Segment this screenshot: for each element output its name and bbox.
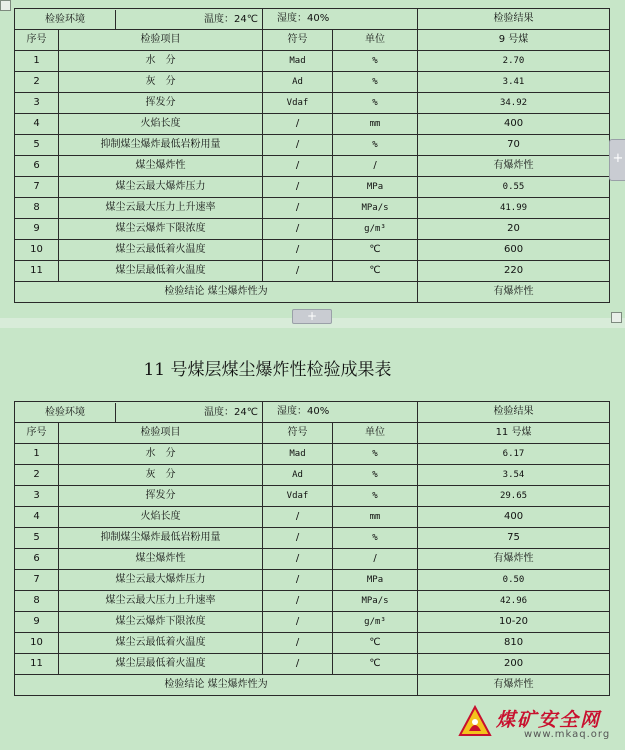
row-value: 810 — [418, 633, 610, 654]
table-row — [15, 72, 610, 93]
row-symbol: Vdaf — [263, 93, 333, 114]
expand-side-button[interactable]: + — [609, 139, 625, 181]
table-row — [15, 240, 610, 261]
row-value: 10-20 — [418, 612, 610, 633]
row-symbol: / — [263, 507, 333, 528]
table-row — [15, 444, 610, 465]
row-unit: % — [333, 444, 418, 465]
row-no: 5 — [15, 528, 59, 549]
row-value: 220 — [418, 261, 610, 282]
conclusion-value: 有爆炸性 — [418, 675, 610, 696]
row-value: 0.50 — [418, 570, 610, 591]
table-row — [15, 507, 610, 528]
row-value: 200 — [418, 654, 610, 675]
row-symbol: / — [263, 198, 333, 219]
row-no: 6 — [15, 156, 59, 177]
table-move-handle-icon[interactable] — [0, 0, 11, 11]
table-row — [15, 51, 610, 72]
row-item: 煤尘层最低着火温度 — [59, 654, 263, 675]
row-no: 4 — [15, 507, 59, 528]
page-title: 11 号煤层煤尘爆炸性检验成果表 — [143, 360, 392, 380]
row-item: 水 分 — [59, 51, 263, 72]
result-label: 检验结果 — [418, 402, 610, 423]
row-unit: ℃ — [333, 654, 418, 675]
row-symbol: Mad — [263, 444, 333, 465]
table-row — [15, 486, 610, 507]
row-unit: ℃ — [333, 633, 418, 654]
header-item: 检验项目 — [59, 423, 263, 444]
header-row — [15, 30, 610, 51]
table-row — [15, 156, 610, 177]
row-unit: MPa/s — [333, 591, 418, 612]
watermark-name: 煤矿安全网 — [496, 709, 602, 731]
row-unit: % — [333, 51, 418, 72]
row-no: 10 — [15, 633, 59, 654]
row-value: 400 — [418, 507, 610, 528]
conclusion-value: 有爆炸性 — [418, 282, 610, 303]
row-value: 0.55 — [418, 177, 610, 198]
row-symbol: / — [263, 177, 333, 198]
row-item: 煤尘爆炸性 — [59, 156, 263, 177]
row-no: 8 — [15, 198, 59, 219]
row-symbol: / — [263, 528, 333, 549]
table-row — [15, 114, 610, 135]
row-item: 煤尘云最大压力上升速率 — [59, 591, 263, 612]
row-value: 42.96 — [418, 591, 610, 612]
row-no: 7 — [15, 177, 59, 198]
row-no: 2 — [15, 465, 59, 486]
table-row — [15, 528, 610, 549]
row-item: 煤尘层最低着火温度 — [59, 261, 263, 282]
row-item: 煤尘爆炸性 — [59, 549, 263, 570]
header-item: 检验项目 — [59, 30, 263, 51]
row-value: 3.41 — [418, 72, 610, 93]
row-unit: g/m³ — [333, 219, 418, 240]
row-no: 3 — [15, 486, 59, 507]
table-row — [15, 549, 610, 570]
row-value: 70 — [418, 135, 610, 156]
row-symbol: / — [263, 261, 333, 282]
row-item: 灰 分 — [59, 465, 263, 486]
table-row — [15, 591, 610, 612]
temperature: 温度：24℃ — [204, 13, 258, 25]
row-no: 2 — [15, 72, 59, 93]
table-row — [15, 654, 610, 675]
header-unit: 单位 — [333, 30, 418, 51]
row-unit: g/m³ — [333, 612, 418, 633]
conclusion-label: 检验结论 煤尘爆炸性为 — [15, 675, 418, 696]
row-unit: % — [333, 72, 418, 93]
mine-safety-logo-icon — [458, 705, 492, 739]
row-item: 抑制煤尘爆炸最低岩粉用量 — [59, 528, 263, 549]
conclusion-label: 检验结论 煤尘爆炸性为 — [15, 282, 418, 303]
row-symbol: Ad — [263, 72, 333, 93]
row-symbol: Vdaf — [263, 486, 333, 507]
row-symbol: / — [263, 240, 333, 261]
row-value: 有爆炸性 — [418, 156, 610, 177]
row-item: 抑制煤尘爆炸最低岩粉用量 — [59, 135, 263, 156]
row-item: 煤尘云爆炸下限浓度 — [59, 219, 263, 240]
row-unit: / — [333, 156, 418, 177]
row-value: 2.70 — [418, 51, 610, 72]
row-unit: mm — [333, 507, 418, 528]
table-row — [15, 261, 610, 282]
row-no: 9 — [15, 219, 59, 240]
humidity: 湿度：40% — [263, 9, 418, 30]
conclusion-row — [15, 282, 610, 303]
result-label: 检验结果 — [418, 9, 610, 30]
header-no: 序号 — [15, 30, 59, 51]
row-item: 煤尘云最低着火温度 — [59, 240, 263, 261]
row-item: 煤尘云爆炸下限浓度 — [59, 612, 263, 633]
row-value: 6.17 — [418, 444, 610, 465]
row-symbol: / — [263, 219, 333, 240]
header-value: 11 号煤 — [418, 423, 610, 444]
row-item: 煤尘云最大爆炸压力 — [59, 570, 263, 591]
header-row — [15, 423, 610, 444]
row-value: 29.65 — [418, 486, 610, 507]
row-no: 11 — [15, 261, 59, 282]
row-item: 挥发分 — [59, 93, 263, 114]
row-unit: / — [333, 549, 418, 570]
row-unit: % — [333, 135, 418, 156]
row-no: 9 — [15, 612, 59, 633]
row-no: 7 — [15, 570, 59, 591]
row-item: 煤尘云最大压力上升速率 — [59, 198, 263, 219]
env-label: 检验环境 — [15, 403, 116, 422]
row-value: 75 — [418, 528, 610, 549]
table-row — [15, 198, 610, 219]
inspection-table-1 — [14, 8, 610, 303]
table-row — [15, 570, 610, 591]
row-no: 1 — [15, 51, 59, 72]
table-row — [15, 177, 610, 198]
row-unit: % — [333, 465, 418, 486]
row-no: 11 — [15, 654, 59, 675]
header-symbol: 符号 — [263, 30, 333, 51]
row-no: 8 — [15, 591, 59, 612]
row-item: 水 分 — [59, 444, 263, 465]
site-watermark — [458, 703, 618, 745]
row-item: 挥发分 — [59, 486, 263, 507]
row-symbol: / — [263, 135, 333, 156]
row-value: 600 — [418, 240, 610, 261]
row-symbol: / — [263, 549, 333, 570]
row-unit: ℃ — [333, 240, 418, 261]
row-symbol: Ad — [263, 465, 333, 486]
row-unit: mm — [333, 114, 418, 135]
header-value: 9 号煤 — [418, 30, 610, 51]
table-resize-handle-icon[interactable] — [611, 312, 622, 323]
row-unit: MPa — [333, 177, 418, 198]
row-no: 10 — [15, 240, 59, 261]
table-row — [15, 465, 610, 486]
row-no: 3 — [15, 93, 59, 114]
watermark-url: www.mkaq.org — [524, 729, 611, 740]
row-no: 1 — [15, 444, 59, 465]
row-value: 34.92 — [418, 93, 610, 114]
header-no: 序号 — [15, 423, 59, 444]
temperature: 温度：24℃ — [204, 406, 258, 418]
conclusion-row — [15, 675, 610, 696]
table-row — [15, 135, 610, 156]
row-value: 20 — [418, 219, 610, 240]
row-unit: % — [333, 93, 418, 114]
row-unit: ℃ — [333, 261, 418, 282]
row-value: 400 — [418, 114, 610, 135]
row-item: 煤尘云最低着火温度 — [59, 633, 263, 654]
table-row — [15, 612, 610, 633]
table-row — [15, 219, 610, 240]
row-item: 火焰长度 — [59, 507, 263, 528]
row-symbol: / — [263, 633, 333, 654]
row-value: 41.99 — [418, 198, 610, 219]
row-no: 6 — [15, 549, 59, 570]
row-unit: % — [333, 528, 418, 549]
row-symbol: Mad — [263, 51, 333, 72]
table-row — [15, 633, 610, 654]
header-unit: 单位 — [333, 423, 418, 444]
row-symbol: / — [263, 591, 333, 612]
row-unit: MPa/s — [333, 198, 418, 219]
row-value: 有爆炸性 — [418, 549, 610, 570]
row-item: 火焰长度 — [59, 114, 263, 135]
row-item: 灰 分 — [59, 72, 263, 93]
row-no: 5 — [15, 135, 59, 156]
header-symbol: 符号 — [263, 423, 333, 444]
row-unit: MPa — [333, 570, 418, 591]
environment-row — [15, 402, 610, 423]
inspection-table-2 — [14, 401, 610, 696]
expand-bottom-button[interactable]: + — [292, 309, 332, 324]
row-item: 煤尘云最大爆炸压力 — [59, 177, 263, 198]
row-no: 4 — [15, 114, 59, 135]
row-symbol: / — [263, 114, 333, 135]
table-row — [15, 93, 610, 114]
row-value: 3.54 — [418, 465, 610, 486]
row-symbol: / — [263, 612, 333, 633]
environment-row — [15, 9, 610, 30]
row-symbol: / — [263, 156, 333, 177]
row-unit: % — [333, 486, 418, 507]
row-symbol: / — [263, 570, 333, 591]
row-symbol: / — [263, 654, 333, 675]
env-label: 检验环境 — [15, 10, 116, 29]
humidity: 湿度：40% — [263, 402, 418, 423]
